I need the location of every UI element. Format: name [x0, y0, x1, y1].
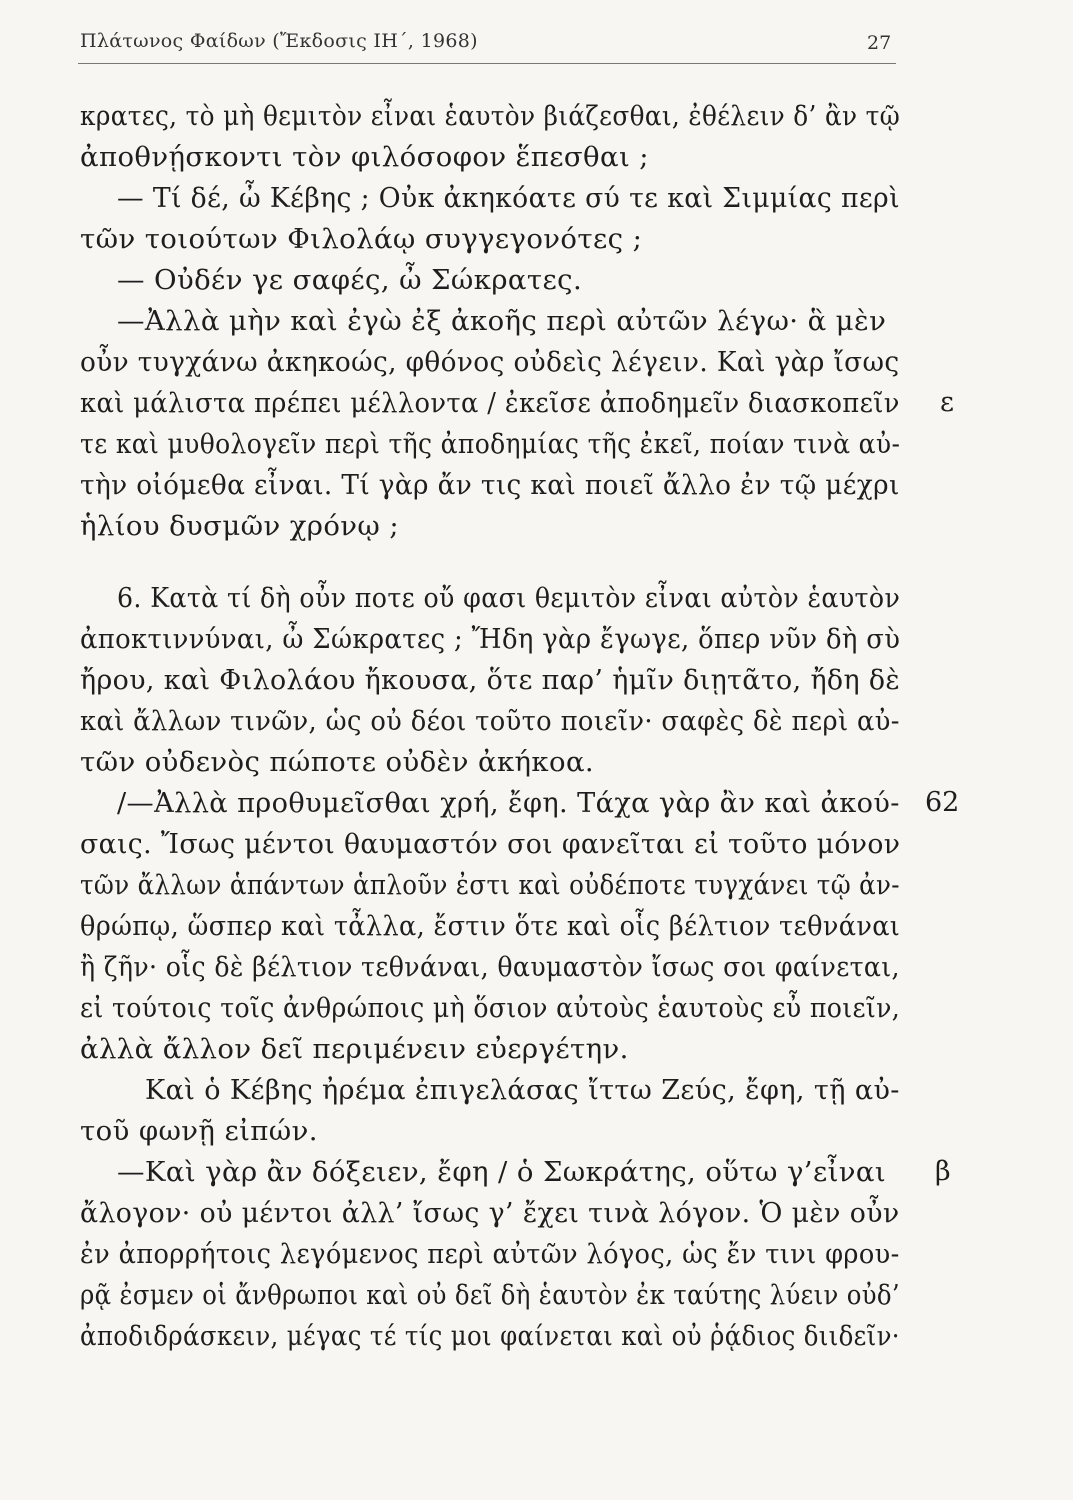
text-line: Καὶ ὁ Κέβης ἠρέμα ἐπιγελάσας ἴττω Ζεύς, ἔφη, τῇ αὐ- [145, 1074, 900, 1106]
margin-note-epsilon: ε [940, 387, 954, 418]
text-line: ἡλίου δυσμῶν χρόνῳ ; [80, 510, 400, 542]
text-line: ἢ ζῆν· οἷς δὲ βέλτιον τεθνάναι, θαυμαστὸν ἴσως σοι φαίνεται, [80, 951, 900, 983]
text-line: ἀποδιδράσκειν, μέγας τέ τίς μοι φαίνεται καὶ οὐ ῥᾴδιος διιδεῖν· [80, 1320, 900, 1352]
text-line: ἀποθνῄσκοντι τὸν φιλόσοφον ἕπεσθαι ; [80, 141, 649, 173]
margin-note-62: 62 [925, 787, 960, 818]
text-line: καὶ ἄλλων τινῶν, ὡς οὐ δέοι τοῦτο ποιεῖν· σαφὲς δὲ περὶ αὐ- [80, 705, 900, 737]
text-line: τῶν ἄλλων ἁπάντων ἁπλοῦν ἐστι καὶ οὐδέποτε τυγχάνει τῷ ἀν- [80, 869, 900, 901]
text-line: ἐν ἀπορρήτοις λεγόμενος περὶ αὐτῶν λόγος, ὡς ἔν τινι φρου- [80, 1238, 900, 1270]
text-line: εἰ τούτοις τοῖς ἀνθρώποις μὴ ὅσιον αὐτοὺς ἑαυτοὺς εὖ ποιεῖν, [80, 992, 901, 1024]
text-line: 6. Κατὰ τί δὴ οὖν ποτε οὔ φασι θεμιτὸν εἶναι αὐτὸν ἑαυτὸν [117, 582, 901, 614]
text-line: ἄλογον· οὐ μέντοι ἀλλ’ ἴσως γ’ ἔχει τινὰ λόγον. Ὁ μὲν οὖν [80, 1197, 900, 1229]
text-line: κρατες, τὸ μὴ θεμιτὸν εἶναι ἑαυτὸν βιάζεσθαι, ἐθέλειν δ’ ἂν τῷ [80, 100, 901, 132]
text-line: τῶν οὐδενὸς πώποτε οὐδὲν ἀκήκοα. [80, 746, 595, 778]
page-number: 27 [867, 32, 892, 54]
text-line: /—Ἀλλὰ προθυμεῖσθαι χρή, ἔφη. Τάχα γὰρ ἂν καὶ ἀκού- [117, 787, 900, 819]
text-line: ἤρου, καὶ Φιλολάου ἤκουσα, ὅτε παρ’ ἡμῖν διῃτᾶτο, ἤδη δὲ [80, 664, 901, 696]
text-line: τοῦ φωνῇ εἰπών. [80, 1115, 318, 1147]
text-line: —Ἀλλὰ μὴν καὶ ἐγὼ ἐξ ἀκοῆς περὶ αὐτῶν λέγω· ἃ μὲν [117, 305, 887, 337]
text-line: τὴν οἰόμεθα εἶναι. Τί γὰρ ἄν τις καὶ ποιεῖ ἄλλο ἐν τῷ μέχρι [80, 469, 900, 501]
text-line: ἀποκτιννύναι, ὦ Σώκρατες ; Ἤδη γὰρ ἔγωγε, ὅπερ νῦν δὴ σὺ [80, 623, 901, 655]
text-line: — Τί δέ, ὦ Κέβης ; Οὐκ ἀκηκόατε σύ τε καὶ Σιμμίας περὶ [117, 182, 900, 214]
running-head: Πλάτωνος Φαίδων (Ἔκδοσις ΙΗ΄, 1968) [80, 30, 478, 52]
text-line: —Καὶ γὰρ ἂν δόξειεν, ἔφη / ὁ Σωκράτης, οὕτω γ’εἶναι [117, 1156, 887, 1188]
text-line: θρώπῳ, ὥσπερ καὶ τἆλλα, ἔστιν ὅτε καὶ οἷς βέλτιον τεθνάναι [80, 910, 901, 942]
text-line: — Οὐδέν γε σαφές, ὦ Σώκρατες. [117, 264, 583, 296]
margin-note-beta: β [935, 1156, 951, 1187]
text-line: οὖν τυγχάνω ἀκηκοώς, φθόνος οὐδεὶς λέγειν. Καὶ γὰρ ἴσως [80, 346, 900, 378]
text-line: τε καὶ μυθολογεῖν περὶ τῆς ἀποδημίας τῆς ἐκεῖ, ποίαν τινὰ αὐ- [80, 428, 901, 460]
text-line: σαις. Ἴσως μέντοι θαυμαστόν σοι φανεῖται εἰ τοῦτο μόνον [80, 828, 901, 860]
text-line: τῶν τοιούτων Φιλολάῳ συγγεγονότες ; [80, 223, 643, 255]
text-line: ρᾷ ἐσμεν οἱ ἄνθρωποι καὶ οὐ δεῖ δὴ ἑαυτὸν ἐκ ταύτης λύειν οὐδ’ [80, 1279, 900, 1311]
text-line: καὶ μάλιστα πρέπει μέλλοντα / ἐκεῖσε ἀποδημεῖν διασκοπεῖν [80, 387, 900, 419]
header-rule [78, 63, 896, 64]
text-line: ἀλλὰ ἄλλον δεῖ περιμένειν εὐεργέτην. [80, 1033, 629, 1065]
